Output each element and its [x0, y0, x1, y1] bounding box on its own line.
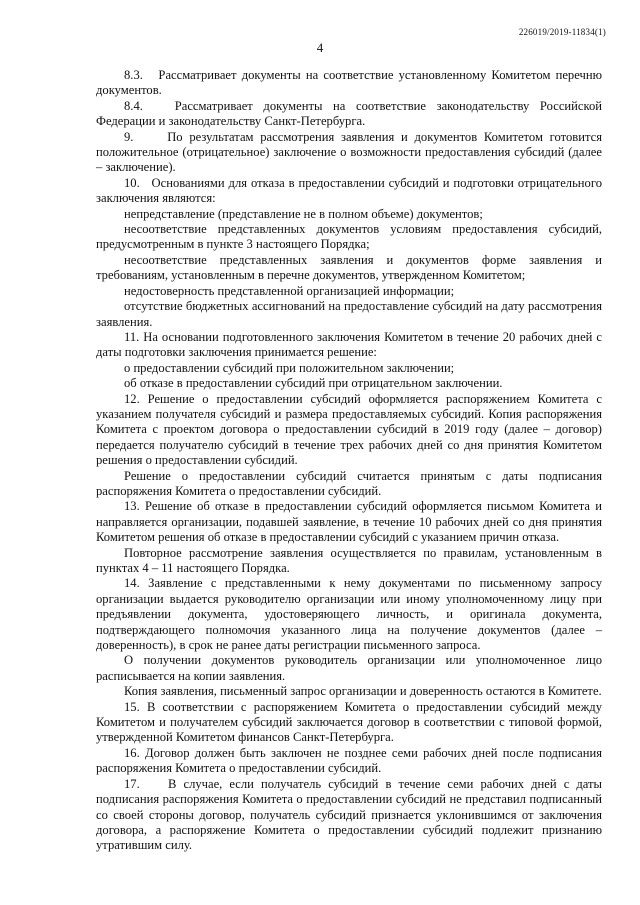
paragraph-12: 12. Решение о предоставлении субсидий оформляется распоряжением Комитета с указанием получателя субсидий и размера предоставляемых субсидий. Копия распоряжения Комитета с проектом договора о предоставлении субсидий в 2019 году (далее – договор) передается получателю субсидий в течение трех рабочих дней со дня принятия Комитетом решения о предоставлении субсидий. [96, 391, 602, 468]
document-registration-number: 226019/2019-11834(1) [518, 27, 606, 37]
refusal-reason-item: непредставление (представление не в полном объеме) документов; [124, 206, 483, 221]
paragraph-11: 11. На основании подготовленного заключения Комитетом в течение 20 рабочих дней с даты подготовки заключения принимается решение: [96, 329, 602, 360]
paragraph-14-continuation: Копия заявления, письменный запрос организации и доверенность остаются в Комитете. [124, 684, 602, 699]
refusal-reason-item: несоответствие представленных заявления и документов форме заявления и требованиям, установленным в перечне документов, утвержденном Комитетом; [96, 252, 602, 283]
refusal-reason-item: отсутствие бюджетных ассигнований на предоставление субсидий на дату рассмотрения заявления. [96, 299, 602, 329]
page-number: 4 [316, 40, 324, 55]
paragraph-8-3: 8.3. Рассматривает документы на соответствие установленному Комитетом перечню документов. [96, 68, 602, 98]
decision-option-item: об отказе в предоставлении субсидий при отрицательном заключении. [124, 376, 503, 391]
refusal-reason-item: несоответствие представленных документов условиям предоставления субсидий, предусмотренным в пункте 3 настоящего Порядка; [96, 222, 602, 252]
paragraph-13-continuation: Повторное рассмотрение заявления осуществляется по правилам, установленным в пунктах 4 – 11 настоящего Порядка. [96, 545, 602, 575]
paragraph-8-4: 8.4. Рассматривает документы на соответствие законодательству Российской Федерации и законодательству Санкт-Петербурга. [96, 98, 602, 129]
paragraph-12-continuation: Решение о предоставлении субсидий считается принятым с даты подписания распоряжения Комитета о предоставлении субсидий. [96, 468, 602, 498]
document-body [96, 68, 602, 854]
decision-option-item: о предоставлении субсидий при положительном заключении; [124, 360, 455, 375]
paragraph-9: 9. По результатам рассмотрения заявления и документов Комитетом готовится положительное (отрицательное) заключение о возможности предоставления субсидий (далее – заключение). [96, 129, 602, 175]
paragraph-15: 15. В соответствии с распоряжением Комитета о предоставлении субсидий между Комитетом и получателем субсидий заключается договор в соответствии с типовой формой, утвержденной Комитетом финансов Санкт-Петербурга. [96, 699, 602, 745]
refusal-reason-item: недостоверность представленной организацией информации; [124, 283, 455, 298]
paragraph-13: 13. Решение об отказе в предоставлении субсидий оформляется письмом Комитета и направляется организации, подавшей заявление, в течение 10 рабочих дней со дня принятия Комитетом решения об отказе в предоставлении субсидий с указанием причин отказа. [96, 499, 602, 545]
paragraph-14: 14. Заявление с представленными к нему документами по письменному запросу организации выдается руководителю организации или иному уполномоченному лицу при предъявлении документа, удостоверяющего личность, и оригинала документа, подтверждающего полномочия указанного лица на получение документов (далее – доверенность), в срок не ранее даты регистрации письменного запроса. [96, 576, 602, 653]
paragraph-16: 16. Договор должен быть заключен не позднее семи рабочих дней после подписания распоряжения Комитета о предоставлении субсидий. [96, 745, 602, 776]
paragraph-10: 10. Основаниями для отказа в предоставлении субсидий и подготовки отрицательного заключения являются: [96, 175, 602, 206]
paragraph-14-continuation: О получении документов руководитель организации или уполномоченное лицо расписывается на копии заявления. [96, 653, 602, 683]
paragraph-17: 17. В случае, если получатель субсидий в течение семи рабочих дней с даты подписания распоряжения Комитета о предоставлении субсидий не представил подписанный со своей стороны договор, получатель субсидий признается уклонившимся от заключения договора, а распоряжение Комитета о предоставлении субсидий подлежит признанию утратившим силу. [96, 776, 602, 853]
